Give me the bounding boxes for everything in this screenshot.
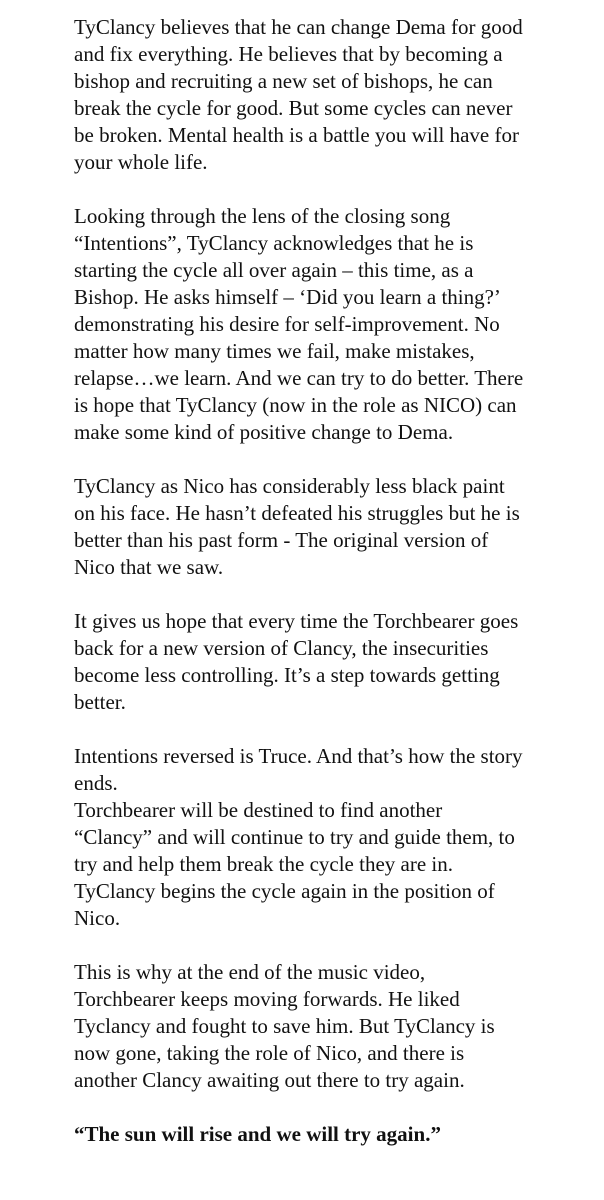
paragraph — [74, 203, 594, 446]
text-line: Looking through the lens of the closing song — [74, 204, 451, 228]
text-line: on his face. He hasn’t defeated his struggles but he is — [74, 501, 520, 525]
text-line: starting the cycle all over again – this time, as a — [74, 258, 474, 282]
text-line: make some kind of positive change to Dema. — [74, 420, 454, 444]
closing-quote — [74, 1121, 594, 1148]
text-line: TyClancy believes that he can change Dema for good — [74, 15, 523, 39]
text-line: better. — [74, 690, 126, 714]
text-line: another Clancy awaiting out there to try again. — [74, 1068, 465, 1092]
text-line: and fix everything. He believes that by becoming a — [74, 42, 503, 66]
text-line: It gives us hope that every time the Torchbearer goes — [74, 609, 519, 633]
text-line: “Intentions”, TyClancy acknowledges that he is — [74, 231, 474, 255]
text-line: TyClancy begins the cycle again in the position of — [74, 879, 495, 903]
paragraph — [74, 743, 594, 797]
text-line: better than his past form - The original version of — [74, 528, 489, 552]
text-line: break the cycle for good. But some cycles can never — [74, 96, 513, 120]
text-line: Tyclancy and fought to save him. But TyClancy is — [74, 1014, 495, 1038]
text-line: Nico. — [74, 906, 121, 930]
text-line: This is why at the end of the music video, — [74, 960, 426, 984]
paragraph — [74, 608, 594, 716]
text-line: Nico that we saw. — [74, 555, 224, 579]
text-line: relapse…we learn. And we can try to do better. There — [74, 366, 524, 390]
text-line: back for a new version of Clancy, the insecurities — [74, 636, 489, 660]
text-line: become less controlling. It’s a step towards getting — [74, 663, 500, 687]
paragraph — [74, 473, 594, 581]
paragraph — [74, 797, 594, 932]
text-line: Intentions reversed is Truce. And that’s how the story — [74, 744, 523, 768]
text-line: TyClancy as Nico has considerably less black paint — [74, 474, 505, 498]
text-line: matter how many times we fail, make mistakes, — [74, 339, 475, 363]
paragraph — [74, 959, 594, 1094]
text-line: “Clancy” and will continue to try and guide them, to — [74, 825, 515, 849]
text-line: is hope that TyClancy (now in the role as NICO) can — [74, 393, 517, 417]
document-body — [74, 14, 594, 1175]
text-line: your whole life. — [74, 150, 208, 174]
text-line: ends. — [74, 771, 118, 795]
text-line: try and help them break the cycle they are in. — [74, 852, 454, 876]
paragraph — [74, 14, 594, 176]
text-line: be broken. Mental health is a battle you will have for — [74, 123, 519, 147]
text-line: Torchbearer will be destined to find another — [74, 798, 443, 822]
text-line: Torchbearer keeps moving forwards. He liked — [74, 987, 460, 1011]
text-line: demonstrating his desire for self-improvement. No — [74, 312, 500, 336]
text-line: now gone, taking the role of Nico, and there is — [74, 1041, 465, 1065]
text-line: Bishop. He asks himself – ‘Did you learn a thing?’ — [74, 285, 501, 309]
text-line: “The sun will rise and we will try again.” — [74, 1122, 441, 1146]
text-line: bishop and recruiting a new set of bishops, he can — [74, 69, 493, 93]
